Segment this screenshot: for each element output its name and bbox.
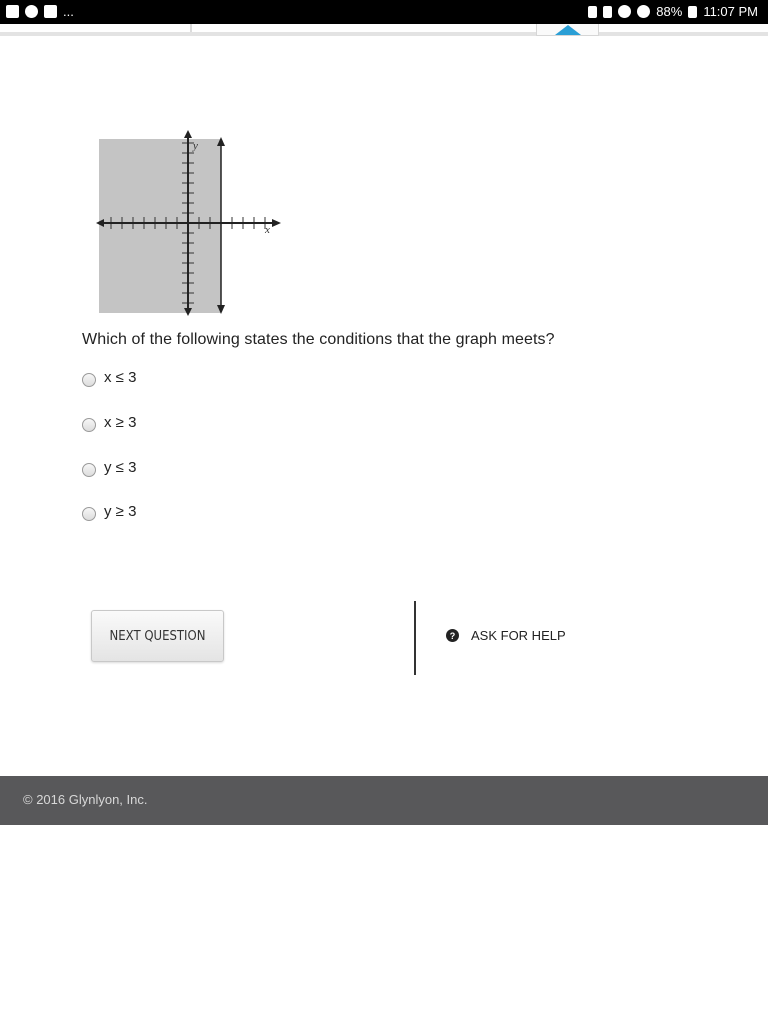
status-bar-left [6,4,74,19]
y-axis-top-arrow [184,130,192,138]
battery-percent: 88% [656,4,683,19]
alarm-icon [618,5,631,18]
bluetooth-icon [603,6,612,18]
battery-icon [688,6,697,18]
x-axis-label: x [265,224,270,236]
facebook-icon [44,5,57,18]
notification-overflow: ... [63,4,74,19]
inequality-graph [92,128,284,318]
answer-option-label: y ≥ 3 [104,502,137,520]
clock: 11:07 PM [703,4,758,19]
next-question-button[interactable]: NEXT QUESTION [91,610,224,662]
messenger-icon [25,5,38,18]
radio-button[interactable] [82,418,96,432]
answer-option-1[interactable] [82,367,136,387]
toolbar-separator [190,24,192,32]
answer-option-label: y ≤ 3 [104,458,137,476]
y-axis-label: y [193,140,198,152]
wifi-icon [637,5,650,18]
status-bar-right [588,4,758,19]
radio-button[interactable] [82,373,96,387]
answer-option-3[interactable] [82,457,136,477]
ask-for-help-button[interactable] [446,628,566,643]
answer-option-2[interactable] [82,412,136,432]
question-prompt: Which of the following states the conditions that the graph meets? [82,331,555,348]
answer-option-label: x ≥ 3 [104,413,137,431]
page-footer [0,776,768,825]
x-axis-right-arrow [272,219,281,227]
shaded-region [99,139,221,313]
actions-divider [414,601,416,675]
question-mark-icon: ? [446,629,459,642]
ask-for-help-label: ASK FOR HELP [471,628,566,643]
gallery-icon [6,5,19,18]
radio-button[interactable] [82,463,96,477]
toolbar-bottom-border [0,32,768,36]
status-bar [0,0,768,24]
copyright-text: © 2016 Glynlyon, Inc. [23,792,148,807]
top-toolbar-strip [0,24,768,36]
radio-button[interactable] [82,507,96,521]
answer-option-label: x ≤ 3 [104,368,137,386]
nfc-icon [588,6,597,18]
collapse-caret-icon[interactable] [555,25,581,35]
answer-option-4[interactable] [82,501,136,521]
